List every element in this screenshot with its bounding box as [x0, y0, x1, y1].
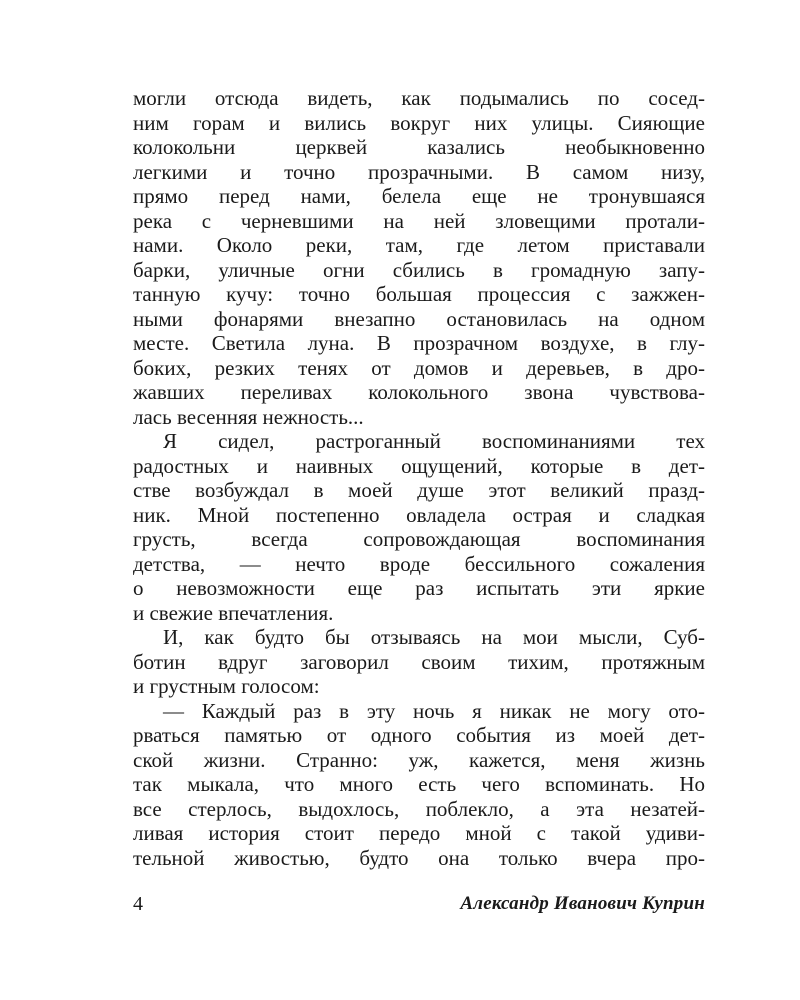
text-line: ливая история стоит передо мной с такой удиви-	[133, 821, 705, 845]
text-line: ской жизни. Странно: уж, кажется, меня жизнь	[133, 747, 705, 772]
text-line: нами. Около реки, там, где летом приставали	[133, 233, 705, 257]
text-line: лась весенняя нежность...	[133, 404, 364, 429]
text-line: Я сидел, растроганный воспоминаниями тех	[163, 429, 705, 453]
paragraph	[133, 86, 705, 429]
text-line: могли отсюда видеть, как подымались по сосед-	[133, 86, 705, 110]
body-text	[133, 86, 705, 870]
text-line: так мыкала, что много есть чего вспоминать. Но	[133, 772, 705, 796]
paragraph	[133, 625, 705, 699]
text-line: — Каждый раз в эту ночь я никак не могу ото-	[163, 698, 705, 723]
text-line: месте. Светила луна. В прозрачном воздухе, в глу-	[133, 331, 705, 355]
text-line: радостных и наивных ощущений, которые в дет-	[133, 453, 705, 478]
text-line: танную кучу: точно большая процессия с зажжен-	[133, 282, 705, 306]
text-line: река с черневшими на ней зловещими протали-	[133, 208, 705, 233]
text-line: о невозможности еще раз испытать эти яркие	[133, 576, 705, 600]
text-line: тельной живостью, будто она только вчера про-	[133, 845, 705, 870]
text-line: И, как будто бы отзываясь на мои мысли, Суб-	[163, 625, 705, 649]
text-line: ными фонарями внезапно остановилась на одном	[133, 306, 705, 331]
text-line: и свежие впечатления.	[133, 600, 334, 625]
text-line: жавших переливах колокольного звона чувствова-	[133, 380, 705, 404]
page-footer	[133, 893, 705, 919]
text-line: легкими и точно прозрачными. В самом низу,	[133, 159, 705, 184]
text-line: барки, уличные огни сбились в громадную запу-	[133, 257, 705, 282]
text-line: прямо перед нами, белела еще не тронувшаяся	[133, 184, 705, 208]
text-line: и грустным голосом:	[133, 674, 320, 698]
text-line: боких, резких тенях от домов и деревьев, в дро-	[133, 355, 705, 380]
text-line: ним горам и вились вокруг них улицы. Сияющие	[133, 110, 705, 135]
running-head-author: Александр Иванович Куприн	[460, 893, 705, 914]
text-line: детства, — нечто вроде бессильного сожаления	[133, 551, 705, 576]
text-line: ботин вдруг заговорил своим тихим, протяжным	[133, 649, 705, 674]
page-number: 4	[133, 893, 143, 915]
paragraph	[133, 429, 705, 625]
text-line: ник. Мной постепенно овладела острая и сладкая	[133, 502, 705, 527]
text-line: рваться памятью от одного события из моей дет-	[133, 723, 705, 747]
text-line: стве возбуждал в моей душе этот великий празд-	[133, 478, 705, 502]
text-line: все стерлось, выдохлось, поблекло, а эта незатей-	[133, 796, 705, 821]
text-line: грусть, всегда сопровождающая воспоминания	[133, 527, 705, 551]
text-line: колокольни церквей казались необыкновенно	[133, 135, 705, 159]
paragraph	[133, 699, 705, 871]
